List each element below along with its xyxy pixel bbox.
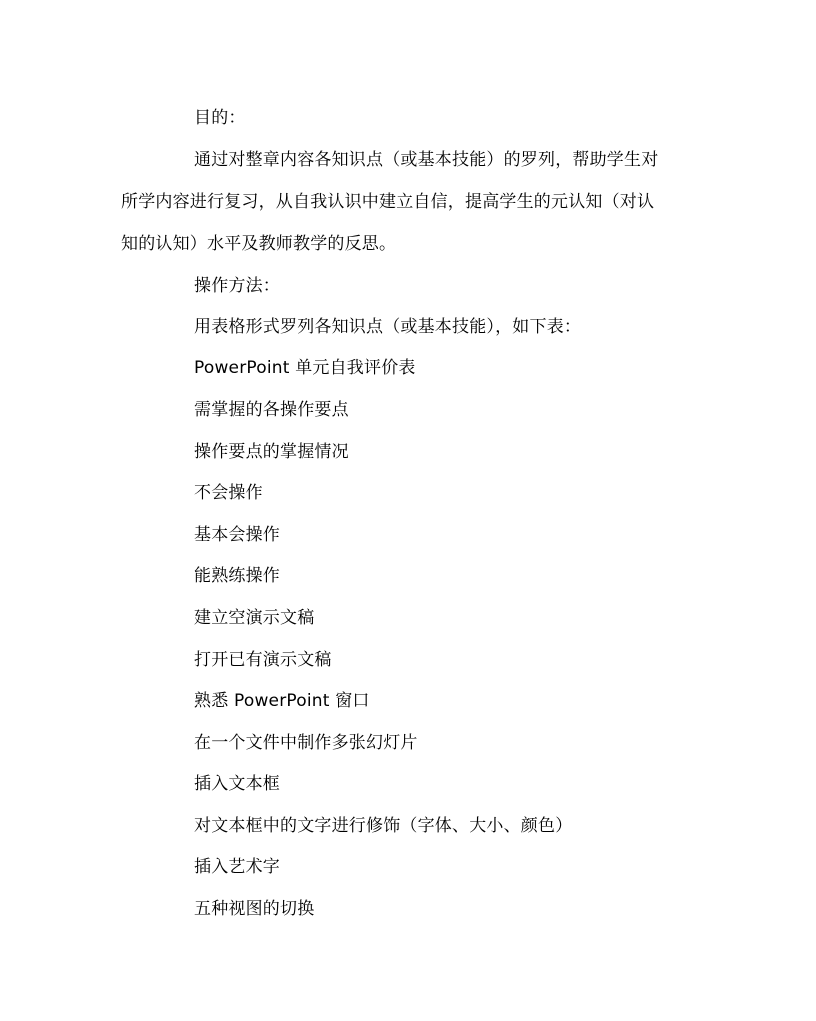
list-item: 操作要点的掌握情况 xyxy=(194,442,349,462)
purpose-heading: 目的： xyxy=(194,108,246,128)
list-item: 五种视图的切换 xyxy=(194,899,315,919)
purpose-paragraph-line: 知的认知）水平及教师教学的反思。 xyxy=(121,234,397,254)
list-item: 能熟练操作 xyxy=(194,566,280,586)
list-item: 对文本框中的文字进行修饰（字体、大小、颜色） xyxy=(194,816,573,836)
list-item: 建立空演示文稿 xyxy=(194,608,315,628)
method-heading: 操作方法： xyxy=(194,276,280,296)
list-item: 插入文本框 xyxy=(194,774,280,794)
method-paragraph: 用表格形式罗列各知识点（或基本技能），如下表： xyxy=(194,317,582,337)
list-item: PowerPoint 单元自我评价表 xyxy=(194,358,416,378)
list-item: 插入艺术字 xyxy=(194,857,280,877)
purpose-paragraph-line: 所学内容进行复习，从自我认识中建立自信，提高学生的元认知（对认 xyxy=(121,192,655,212)
purpose-paragraph-line: 通过对整章内容各知识点（或基本技能）的罗列，帮助学生对 xyxy=(194,150,659,170)
list-item: 在一个文件中制作多张幻灯片 xyxy=(194,733,418,753)
list-item: 打开已有演示文稿 xyxy=(194,650,332,670)
list-item: 不会操作 xyxy=(194,483,263,503)
list-item: 熟悉 PowerPoint 窗口 xyxy=(194,691,370,711)
list-item: 基本会操作 xyxy=(194,525,280,545)
list-item: 需掌握的各操作要点 xyxy=(194,400,349,420)
